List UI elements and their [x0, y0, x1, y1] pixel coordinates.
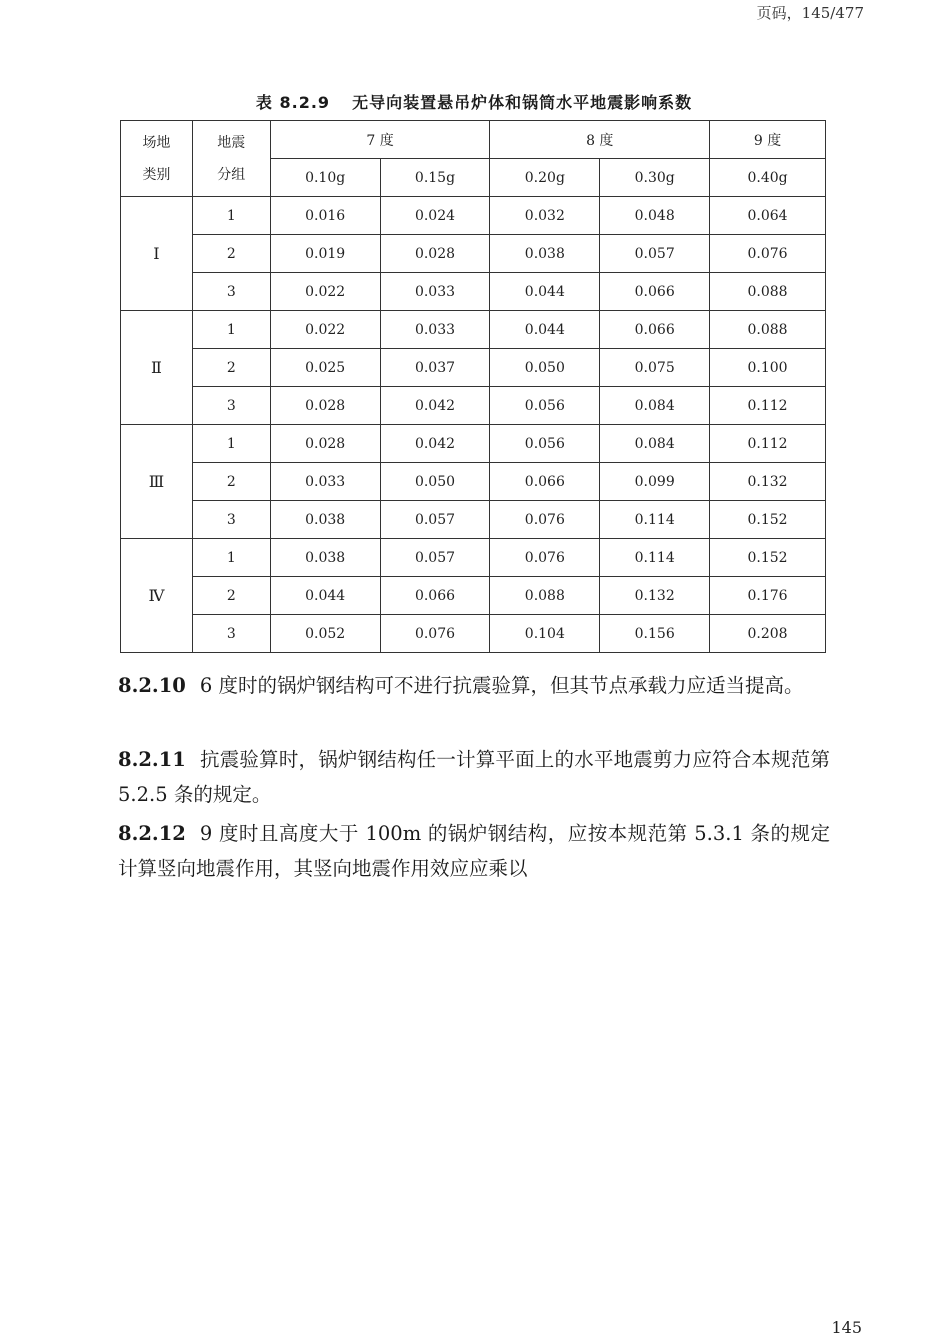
site-class-cell: Ⅲ [121, 425, 193, 539]
value-cell: 0.037 [380, 349, 490, 387]
value-cell: 0.076 [490, 501, 600, 539]
group-cell: 3 [192, 273, 270, 311]
clause-number: 8.2.10 [118, 674, 186, 697]
table-row [121, 425, 826, 463]
value-cell: 0.033 [380, 273, 490, 311]
value-cell: 0.076 [710, 235, 826, 273]
site-class-header-line1: 场地 [142, 134, 171, 151]
value-cell: 0.088 [710, 311, 826, 349]
value-cell: 0.114 [600, 539, 710, 577]
value-cell: 0.114 [600, 501, 710, 539]
value-cell: 0.208 [710, 615, 826, 653]
value-cell: 0.057 [380, 501, 490, 539]
accel-header: 0.30g [600, 159, 710, 197]
group-cell: 3 [192, 615, 270, 653]
table-row [121, 273, 826, 311]
table-caption: 无导向装置悬吊炉体和锅筒水平地震影响系数 [352, 93, 693, 112]
value-cell: 0.028 [270, 387, 380, 425]
group-cell: 3 [192, 387, 270, 425]
value-cell: 0.152 [710, 539, 826, 577]
clause-text: 9 度时且高度大于 100m 的锅炉钢结构，应按本规范第 5.3.1 条的规定计算竖向地震作用，其竖向地震作用效应应乘以 [118, 822, 830, 880]
value-cell: 0.057 [600, 235, 710, 273]
value-cell: 0.132 [600, 577, 710, 615]
value-cell: 0.019 [270, 235, 380, 273]
value-cell: 0.044 [490, 311, 600, 349]
group-cell: 2 [192, 349, 270, 387]
value-cell: 0.050 [380, 463, 490, 501]
accel-header: 0.10g [270, 159, 380, 197]
table-row [121, 387, 826, 425]
accel-header: 0.15g [380, 159, 490, 197]
value-cell: 0.112 [710, 387, 826, 425]
group-cell: 2 [192, 235, 270, 273]
value-cell: 0.028 [270, 425, 380, 463]
value-cell: 0.100 [710, 349, 826, 387]
page-number: 145 [831, 1318, 862, 1337]
value-cell: 0.033 [270, 463, 380, 501]
value-cell: 0.032 [490, 197, 600, 235]
site-class-header-line2: 类别 [142, 166, 171, 183]
table-row [121, 463, 826, 501]
site-class-header [121, 121, 193, 197]
group-header [192, 121, 270, 197]
table-row [121, 197, 826, 235]
group-cell: 2 [192, 463, 270, 501]
value-cell: 0.038 [270, 501, 380, 539]
value-cell: 0.066 [380, 577, 490, 615]
value-cell: 0.066 [490, 463, 600, 501]
intensity-9-header: 9 度 [710, 121, 826, 159]
clause-number: 8.2.12 [118, 822, 186, 845]
accel-header: 0.40g [710, 159, 826, 197]
value-cell: 0.033 [380, 311, 490, 349]
value-cell: 0.056 [490, 425, 600, 463]
intensity-7-header: 7 度 [270, 121, 490, 159]
value-cell: 0.064 [710, 197, 826, 235]
clause-8-2-10 [118, 668, 830, 703]
value-cell: 0.056 [490, 387, 600, 425]
value-cell: 0.084 [600, 425, 710, 463]
table-row [121, 577, 826, 615]
group-cell: 1 [192, 197, 270, 235]
table-row [121, 235, 826, 273]
value-cell: 0.066 [600, 311, 710, 349]
value-cell: 0.028 [380, 235, 490, 273]
group-header-line2: 分组 [217, 166, 246, 183]
group-cell: 1 [192, 311, 270, 349]
page-counter: 页码，145/477 [756, 4, 864, 22]
value-cell: 0.022 [270, 273, 380, 311]
value-cell: 0.104 [490, 615, 600, 653]
value-cell: 0.050 [490, 349, 600, 387]
value-cell: 0.042 [380, 425, 490, 463]
clause-text: 抗震验算时，锅炉钢结构任一计算平面上的水平地震剪力应符合本规范第 5.2.5 条的规定。 [118, 748, 830, 806]
value-cell: 0.112 [710, 425, 826, 463]
value-cell: 0.052 [270, 615, 380, 653]
site-class-cell: Ⅳ [121, 539, 193, 653]
group-cell: 3 [192, 501, 270, 539]
site-class-cell: Ⅱ [121, 311, 193, 425]
value-cell: 0.022 [270, 311, 380, 349]
value-cell: 0.099 [600, 463, 710, 501]
clause-8-2-12 [118, 816, 830, 886]
value-cell: 0.088 [490, 577, 600, 615]
value-cell: 0.024 [380, 197, 490, 235]
value-cell: 0.176 [710, 577, 826, 615]
table-title [118, 90, 830, 113]
value-cell: 0.044 [490, 273, 600, 311]
table-row [121, 311, 826, 349]
coefficient-table [120, 120, 826, 653]
table-row [121, 615, 826, 653]
value-cell: 0.048 [600, 197, 710, 235]
group-header-line1: 地震 [217, 134, 246, 151]
clause-number: 8.2.11 [118, 748, 186, 771]
value-cell: 0.042 [380, 387, 490, 425]
value-cell: 0.156 [600, 615, 710, 653]
value-cell: 0.084 [600, 387, 710, 425]
group-cell: 1 [192, 539, 270, 577]
site-class-cell: Ⅰ [121, 197, 193, 311]
value-cell: 0.038 [270, 539, 380, 577]
value-cell: 0.076 [380, 615, 490, 653]
clause-text: 6 度时的锅炉钢结构可不进行抗震验算，但其节点承载力应适当提高。 [199, 674, 804, 697]
table-row [121, 501, 826, 539]
value-cell: 0.038 [490, 235, 600, 273]
clause-8-2-11 [118, 742, 830, 812]
accel-header: 0.20g [490, 159, 600, 197]
value-cell: 0.057 [380, 539, 490, 577]
table-number: 表 8.2.9 [255, 93, 331, 112]
value-cell: 0.044 [270, 577, 380, 615]
table-row [121, 349, 826, 387]
value-cell: 0.076 [490, 539, 600, 577]
value-cell: 0.132 [710, 463, 826, 501]
value-cell: 0.016 [270, 197, 380, 235]
group-cell: 2 [192, 577, 270, 615]
value-cell: 0.088 [710, 273, 826, 311]
table-row [121, 539, 826, 577]
value-cell: 0.025 [270, 349, 380, 387]
value-cell: 0.066 [600, 273, 710, 311]
intensity-8-header: 8 度 [490, 121, 710, 159]
value-cell: 0.152 [710, 501, 826, 539]
value-cell: 0.075 [600, 349, 710, 387]
group-cell: 1 [192, 425, 270, 463]
